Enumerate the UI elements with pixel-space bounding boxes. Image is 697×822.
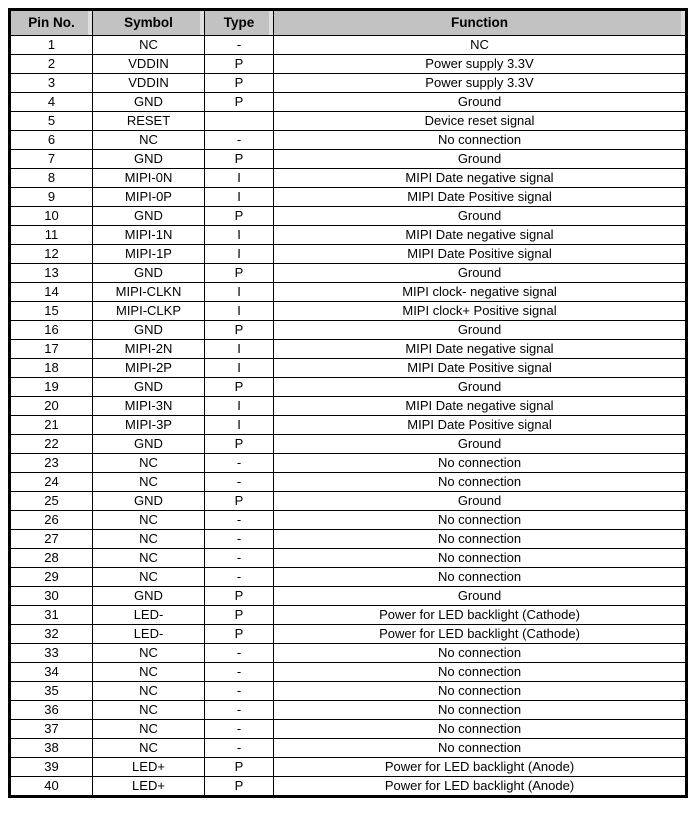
pin-no-cell: 11 bbox=[10, 226, 93, 245]
symbol-cell: LED+ bbox=[93, 777, 205, 797]
symbol-cell: NC bbox=[93, 454, 205, 473]
table-row bbox=[10, 359, 687, 378]
table-row bbox=[10, 492, 687, 511]
pin-no-cell: 21 bbox=[10, 416, 93, 435]
symbol-cell: GND bbox=[93, 492, 205, 511]
symbol-cell: NC bbox=[93, 131, 205, 150]
pin-no-cell: 18 bbox=[10, 359, 93, 378]
pin-table-body bbox=[10, 36, 687, 797]
type-cell: P bbox=[205, 606, 274, 625]
function-cell: No connection bbox=[274, 720, 687, 739]
pin-no-cell: 37 bbox=[10, 720, 93, 739]
pin-no-cell: 8 bbox=[10, 169, 93, 188]
table-row bbox=[10, 397, 687, 416]
function-cell: MIPI Date negative signal bbox=[274, 397, 687, 416]
table-row bbox=[10, 720, 687, 739]
function-cell: No connection bbox=[274, 663, 687, 682]
type-cell: I bbox=[205, 226, 274, 245]
type-cell: P bbox=[205, 758, 274, 777]
type-cell: P bbox=[205, 55, 274, 74]
pin-no-cell: 10 bbox=[10, 207, 93, 226]
table-row bbox=[10, 169, 687, 188]
header-function: Function bbox=[274, 10, 687, 36]
symbol-cell: GND bbox=[93, 150, 205, 169]
pin-no-cell: 13 bbox=[10, 264, 93, 283]
type-cell: P bbox=[205, 74, 274, 93]
type-cell bbox=[205, 112, 274, 131]
function-cell: No connection bbox=[274, 568, 687, 587]
type-cell: P bbox=[205, 264, 274, 283]
symbol-cell: GND bbox=[93, 587, 205, 606]
function-cell: Ground bbox=[274, 150, 687, 169]
function-cell: No connection bbox=[274, 454, 687, 473]
symbol-cell: GND bbox=[93, 207, 205, 226]
type-cell: P bbox=[205, 777, 274, 797]
table-row bbox=[10, 511, 687, 530]
type-cell: - bbox=[205, 568, 274, 587]
type-cell: P bbox=[205, 93, 274, 112]
symbol-cell: MIPI-1P bbox=[93, 245, 205, 264]
function-cell: Power for LED backlight (Cathode) bbox=[274, 606, 687, 625]
type-cell: I bbox=[205, 397, 274, 416]
pin-no-cell: 31 bbox=[10, 606, 93, 625]
function-cell: Ground bbox=[274, 264, 687, 283]
pin-no-cell: 12 bbox=[10, 245, 93, 264]
type-cell: P bbox=[205, 435, 274, 454]
type-cell: P bbox=[205, 492, 274, 511]
symbol-cell: GND bbox=[93, 435, 205, 454]
type-cell: I bbox=[205, 416, 274, 435]
header-symbol: Symbol bbox=[93, 10, 205, 36]
table-row bbox=[10, 302, 687, 321]
table-row bbox=[10, 587, 687, 606]
table-row bbox=[10, 473, 687, 492]
table-row bbox=[10, 530, 687, 549]
table-row bbox=[10, 264, 687, 283]
pin-no-cell: 3 bbox=[10, 74, 93, 93]
header-pin-no: Pin No. bbox=[10, 10, 93, 36]
table-row bbox=[10, 226, 687, 245]
table-row bbox=[10, 454, 687, 473]
type-cell: P bbox=[205, 321, 274, 340]
table-row bbox=[10, 644, 687, 663]
symbol-cell: MIPI-2P bbox=[93, 359, 205, 378]
function-cell: Ground bbox=[274, 492, 687, 511]
table-row bbox=[10, 321, 687, 340]
table-row bbox=[10, 340, 687, 359]
table-row bbox=[10, 207, 687, 226]
function-cell: No connection bbox=[274, 473, 687, 492]
pin-table-header bbox=[10, 10, 687, 36]
symbol-cell: GND bbox=[93, 264, 205, 283]
symbol-cell: GND bbox=[93, 93, 205, 112]
type-cell: I bbox=[205, 302, 274, 321]
table-row bbox=[10, 739, 687, 758]
function-cell: No connection bbox=[274, 644, 687, 663]
symbol-cell: NC bbox=[93, 644, 205, 663]
function-cell: MIPI clock- negative signal bbox=[274, 283, 687, 302]
type-cell: - bbox=[205, 739, 274, 758]
function-cell: Ground bbox=[274, 93, 687, 112]
type-cell: - bbox=[205, 644, 274, 663]
type-cell: I bbox=[205, 188, 274, 207]
pin-no-cell: 4 bbox=[10, 93, 93, 112]
symbol-cell: MIPI-1N bbox=[93, 226, 205, 245]
type-cell: P bbox=[205, 207, 274, 226]
table-row bbox=[10, 758, 687, 777]
pin-no-cell: 29 bbox=[10, 568, 93, 587]
symbol-cell: NC bbox=[93, 720, 205, 739]
function-cell: Power supply 3.3V bbox=[274, 55, 687, 74]
pin-no-cell: 32 bbox=[10, 625, 93, 644]
symbol-cell: NC bbox=[93, 663, 205, 682]
pin-no-cell: 35 bbox=[10, 682, 93, 701]
function-cell: Ground bbox=[274, 321, 687, 340]
symbol-cell: NC bbox=[93, 530, 205, 549]
symbol-cell: NC bbox=[93, 739, 205, 758]
symbol-cell: MIPI-0N bbox=[93, 169, 205, 188]
pin-no-cell: 1 bbox=[10, 36, 93, 55]
pin-no-cell: 19 bbox=[10, 378, 93, 397]
function-cell: Ground bbox=[274, 587, 687, 606]
pin-no-cell: 25 bbox=[10, 492, 93, 511]
function-cell: No connection bbox=[274, 131, 687, 150]
table-row bbox=[10, 777, 687, 797]
symbol-cell: NC bbox=[93, 568, 205, 587]
pin-no-cell: 23 bbox=[10, 454, 93, 473]
type-cell: - bbox=[205, 131, 274, 150]
pin-no-cell: 7 bbox=[10, 150, 93, 169]
function-cell: MIPI Date Positive signal bbox=[274, 245, 687, 264]
symbol-cell: GND bbox=[93, 378, 205, 397]
pin-no-cell: 34 bbox=[10, 663, 93, 682]
table-row bbox=[10, 416, 687, 435]
type-cell: P bbox=[205, 587, 274, 606]
pin-no-cell: 26 bbox=[10, 511, 93, 530]
type-cell: I bbox=[205, 245, 274, 264]
pin-no-cell: 14 bbox=[10, 283, 93, 302]
type-cell: - bbox=[205, 682, 274, 701]
symbol-cell: NC bbox=[93, 549, 205, 568]
function-cell: No connection bbox=[274, 511, 687, 530]
symbol-cell: MIPI-3P bbox=[93, 416, 205, 435]
type-cell: P bbox=[205, 150, 274, 169]
function-cell: Power for LED backlight (Anode) bbox=[274, 758, 687, 777]
type-cell: - bbox=[205, 530, 274, 549]
function-cell: MIPI Date Positive signal bbox=[274, 359, 687, 378]
function-cell: MIPI Date Positive signal bbox=[274, 188, 687, 207]
type-cell: P bbox=[205, 625, 274, 644]
function-cell: No connection bbox=[274, 530, 687, 549]
symbol-cell: MIPI-0P bbox=[93, 188, 205, 207]
symbol-cell: MIPI-2N bbox=[93, 340, 205, 359]
type-cell: - bbox=[205, 701, 274, 720]
symbol-cell: NC bbox=[93, 511, 205, 530]
symbol-cell: NC bbox=[93, 701, 205, 720]
type-cell: I bbox=[205, 169, 274, 188]
function-cell: Power supply 3.3V bbox=[274, 74, 687, 93]
table-row bbox=[10, 188, 687, 207]
symbol-cell: VDDIN bbox=[93, 74, 205, 93]
symbol-cell: MIPI-3N bbox=[93, 397, 205, 416]
function-cell: No connection bbox=[274, 701, 687, 720]
function-cell: No connection bbox=[274, 739, 687, 758]
pin-no-cell: 15 bbox=[10, 302, 93, 321]
pin-no-cell: 27 bbox=[10, 530, 93, 549]
table-row bbox=[10, 112, 687, 131]
function-cell: MIPI Date negative signal bbox=[274, 226, 687, 245]
table-row bbox=[10, 93, 687, 112]
table-row bbox=[10, 131, 687, 150]
pin-no-cell: 20 bbox=[10, 397, 93, 416]
symbol-cell: GND bbox=[93, 321, 205, 340]
function-cell: Ground bbox=[274, 378, 687, 397]
pin-no-cell: 24 bbox=[10, 473, 93, 492]
pin-no-cell: 39 bbox=[10, 758, 93, 777]
table-row bbox=[10, 378, 687, 397]
type-cell: - bbox=[205, 663, 274, 682]
symbol-cell: LED- bbox=[93, 606, 205, 625]
type-cell: P bbox=[205, 378, 274, 397]
table-row bbox=[10, 283, 687, 302]
symbol-cell: MIPI-CLKN bbox=[93, 283, 205, 302]
type-cell: - bbox=[205, 511, 274, 530]
table-row bbox=[10, 55, 687, 74]
table-row bbox=[10, 150, 687, 169]
symbol-cell: LED+ bbox=[93, 758, 205, 777]
function-cell: Power for LED backlight (Anode) bbox=[274, 777, 687, 797]
function-cell: MIPI Date Positive signal bbox=[274, 416, 687, 435]
type-cell: - bbox=[205, 36, 274, 55]
function-cell: Device reset signal bbox=[274, 112, 687, 131]
table-row bbox=[10, 568, 687, 587]
type-cell: I bbox=[205, 283, 274, 302]
pin-no-cell: 40 bbox=[10, 777, 93, 797]
function-cell: NC bbox=[274, 36, 687, 55]
function-cell: No connection bbox=[274, 682, 687, 701]
pin-no-cell: 33 bbox=[10, 644, 93, 663]
pin-definition-table bbox=[8, 8, 688, 798]
pin-no-cell: 30 bbox=[10, 587, 93, 606]
pin-no-cell: 17 bbox=[10, 340, 93, 359]
table-row bbox=[10, 663, 687, 682]
table-row bbox=[10, 682, 687, 701]
symbol-cell: MIPI-CLKP bbox=[93, 302, 205, 321]
table-row bbox=[10, 606, 687, 625]
table-row bbox=[10, 74, 687, 93]
pin-no-cell: 28 bbox=[10, 549, 93, 568]
function-cell: MIPI Date negative signal bbox=[274, 169, 687, 188]
function-cell: Ground bbox=[274, 435, 687, 454]
type-cell: - bbox=[205, 454, 274, 473]
function-cell: Power for LED backlight (Cathode) bbox=[274, 625, 687, 644]
type-cell: - bbox=[205, 720, 274, 739]
type-cell: - bbox=[205, 473, 274, 492]
pin-no-cell: 36 bbox=[10, 701, 93, 720]
table-row bbox=[10, 625, 687, 644]
function-cell: MIPI clock+ Positive signal bbox=[274, 302, 687, 321]
pin-no-cell: 6 bbox=[10, 131, 93, 150]
table-row bbox=[10, 549, 687, 568]
type-cell: - bbox=[205, 549, 274, 568]
table-row bbox=[10, 245, 687, 264]
pin-no-cell: 2 bbox=[10, 55, 93, 74]
pin-no-cell: 38 bbox=[10, 739, 93, 758]
pin-no-cell: 9 bbox=[10, 188, 93, 207]
symbol-cell: NC bbox=[93, 36, 205, 55]
table-row bbox=[10, 36, 687, 55]
type-cell: I bbox=[205, 340, 274, 359]
symbol-cell: RESET bbox=[93, 112, 205, 131]
header-row bbox=[10, 10, 687, 36]
pin-no-cell: 22 bbox=[10, 435, 93, 454]
table-row bbox=[10, 701, 687, 720]
symbol-cell: LED- bbox=[93, 625, 205, 644]
header-type: Type bbox=[205, 10, 274, 36]
function-cell: No connection bbox=[274, 549, 687, 568]
symbol-cell: NC bbox=[93, 473, 205, 492]
function-cell: MIPI Date negative signal bbox=[274, 340, 687, 359]
pin-no-cell: 16 bbox=[10, 321, 93, 340]
type-cell: I bbox=[205, 359, 274, 378]
symbol-cell: NC bbox=[93, 682, 205, 701]
symbol-cell: VDDIN bbox=[93, 55, 205, 74]
table-row bbox=[10, 435, 687, 454]
function-cell: Ground bbox=[274, 207, 687, 226]
pin-no-cell: 5 bbox=[10, 112, 93, 131]
